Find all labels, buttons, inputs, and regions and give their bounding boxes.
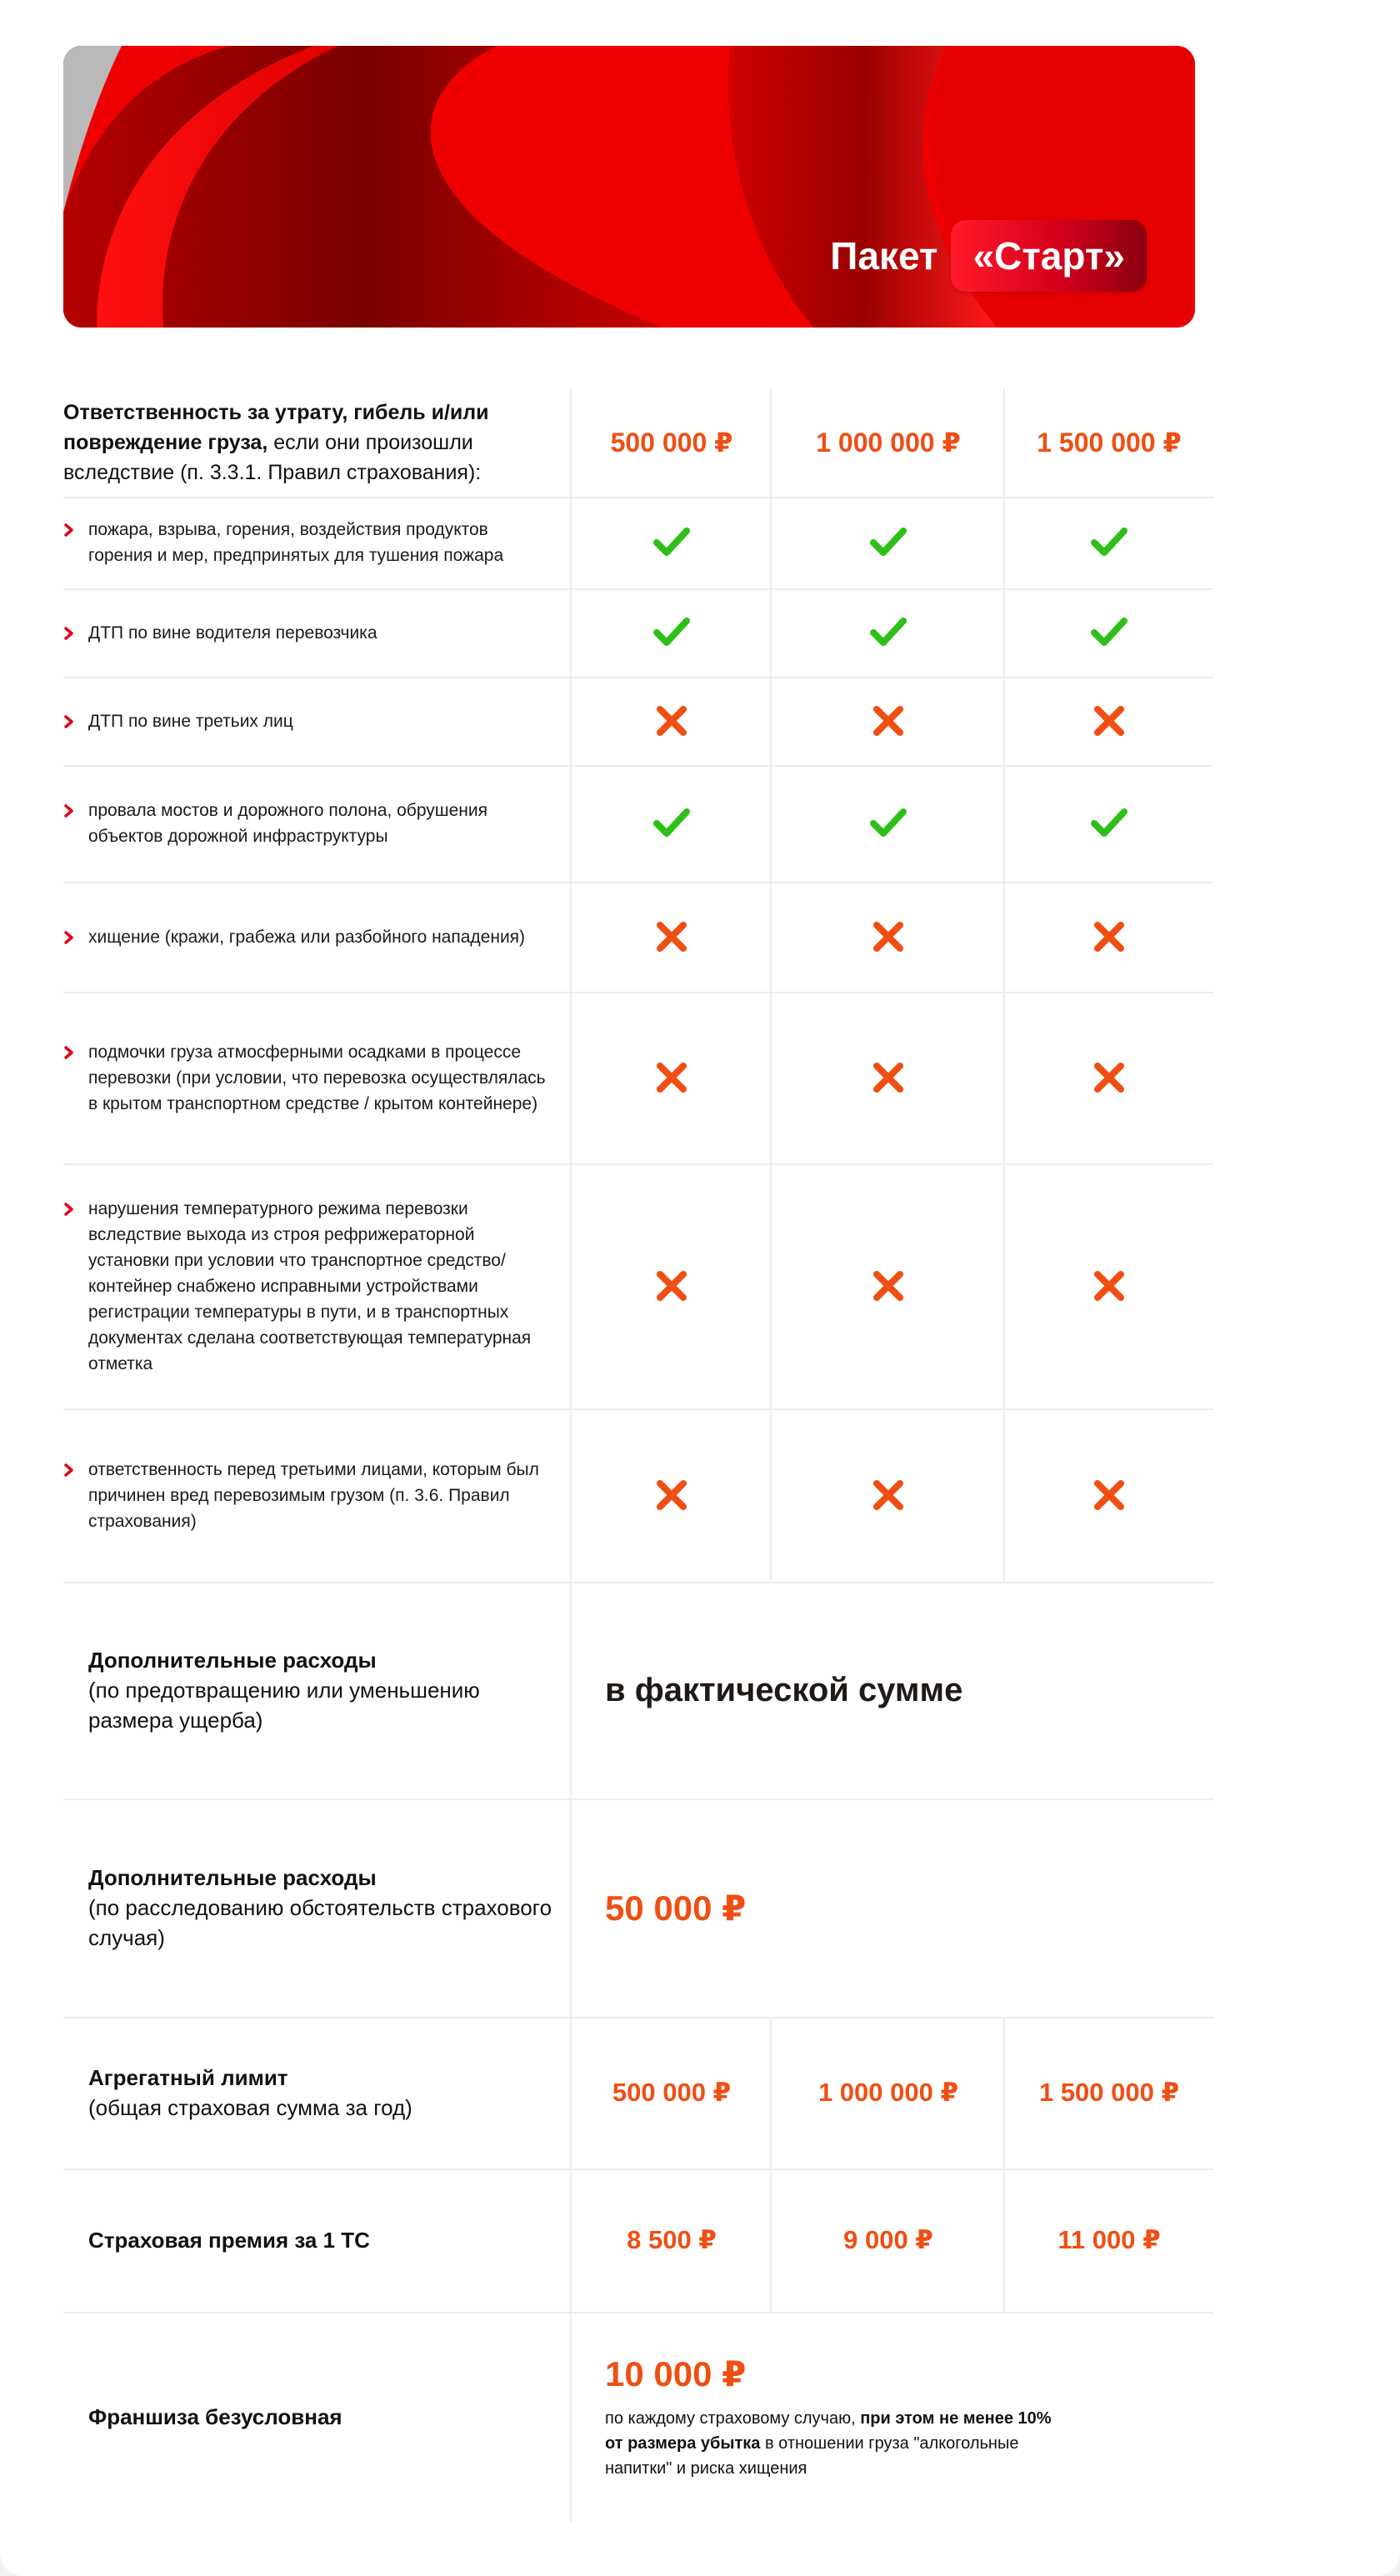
check-icon	[1089, 523, 1129, 563]
risk-row	[63, 1163, 1213, 1410]
aggregate-price-1	[572, 2017, 772, 2168]
extra-costs-prevention-row	[63, 1582, 1213, 1800]
chevron-right-icon	[63, 804, 75, 818]
header-title-bold: Ответственность за утрату, гибель и/или повреждение груза,	[63, 401, 489, 454]
premium-price-2	[772, 2168, 1005, 2312]
risk-label	[63, 677, 555, 765]
grid-line	[570, 388, 572, 2522]
risk-text: нарушения температурного режима перевозки вследствие выхода из строя рефрижераторной установки при условии что транспортное средство/контейнер снабжено исправными устройствами регистрации температуры в пути, и в транспортных документах сделана соответствующая температурная отметка	[88, 1198, 532, 1373]
risk-label	[63, 765, 555, 882]
price-value: 1 500 000 ₽	[1038, 2078, 1180, 2107]
risk-mark-cell	[1005, 765, 1213, 882]
cross-icon	[868, 1266, 908, 1306]
aggregate-title: Агрегатный лимит	[88, 2065, 288, 2090]
aggregate-limit-label	[88, 2017, 555, 2168]
risk-text: ответственность перед третьими лицами, которым был причинен вред перевозимым грузом (п. 3.6. Правил страхования)	[88, 1459, 539, 1531]
extra-costs-title: Дополнительные расходы	[88, 1865, 377, 1890]
risk-row	[63, 677, 1213, 767]
chevron-right-icon	[63, 1463, 75, 1477]
aggregate-limit-row	[63, 2017, 1213, 2170]
price-value: 9 000 ₽	[843, 2225, 933, 2254]
risk-label	[63, 882, 555, 992]
grid-line	[770, 2017, 772, 2312]
risk-label	[63, 1163, 555, 1408]
cross-icon	[1089, 1266, 1129, 1306]
premium-price-3	[1005, 2168, 1213, 2312]
aggregate-price-3	[1005, 2017, 1213, 2168]
franchise-amount: 10 000 ₽	[605, 2353, 747, 2393]
extra-costs-investigation-label	[88, 1798, 555, 2017]
hero-banner	[63, 46, 1195, 328]
check-icon	[652, 803, 692, 843]
risk-mark-cell	[772, 882, 1005, 992]
check-icon	[868, 613, 908, 653]
chevron-right-icon	[63, 931, 75, 944]
chevron-right-icon	[63, 523, 75, 537]
cross-icon	[1089, 1475, 1129, 1515]
risk-label	[63, 992, 555, 1163]
cross-icon	[652, 917, 692, 957]
extra-costs-subtitle: (по расследованию обстоятельств страхового случая)	[88, 1895, 552, 1950]
risk-mark-cell	[1005, 588, 1213, 677]
chevron-right-icon	[63, 715, 75, 728]
risk-mark-cell	[1005, 1163, 1213, 1408]
price-value: 500 000 ₽	[610, 428, 733, 458]
price-value: 1 500 000 ₽	[1037, 428, 1182, 458]
cross-icon	[1089, 917, 1129, 957]
risk-text: провала мостов и дорожного полона, обрушения объектов дорожной инфраструктуры	[88, 801, 488, 846]
risk-mark-cell	[572, 1163, 772, 1408]
hero-title-word: Пакет	[830, 234, 938, 278]
risk-mark-cell	[572, 588, 772, 677]
risk-mark-cell	[772, 765, 1005, 882]
risk-mark-cell	[1005, 1408, 1213, 1582]
grid-line	[1003, 388, 1005, 1582]
header-row	[63, 388, 1213, 498]
grid-line	[1003, 2017, 1005, 2312]
risk-mark-cell	[572, 1408, 772, 1582]
header-title	[63, 388, 555, 497]
check-icon	[868, 523, 908, 563]
risk-text: ДТП по вине водителя перевозчика	[88, 623, 378, 643]
premium-price-1	[572, 2168, 772, 2312]
risk-row	[63, 497, 1213, 590]
price-value: 1 000 000 ₽	[818, 2078, 959, 2107]
risk-label	[63, 1408, 555, 1582]
franchise-label	[88, 2312, 555, 2522]
risk-mark-cell	[772, 677, 1005, 765]
header-price-2	[772, 388, 1005, 497]
risk-mark-cell	[772, 1163, 1005, 1408]
cross-icon	[1089, 1058, 1129, 1098]
risk-mark-cell	[1005, 882, 1213, 992]
premium-label	[88, 2168, 555, 2312]
risk-row	[63, 882, 1213, 993]
cross-icon	[652, 1266, 692, 1306]
extra-costs-prevention-value	[605, 1582, 1188, 1798]
header-price-1	[572, 388, 772, 497]
risk-row	[63, 588, 1213, 678]
header-title-rest: если они произошли вследствие (п. 3.3.1. Правил страхования):	[63, 431, 482, 484]
check-icon	[652, 613, 692, 653]
franchise-title: Франшиза безусловная	[88, 2404, 342, 2429]
franchise-note-a: по каждому страховому случаю,	[605, 2408, 861, 2428]
hero-title	[830, 221, 1147, 291]
hero-title-pill: «Старт»	[951, 220, 1147, 292]
cross-icon	[652, 1058, 692, 1098]
extra-costs-investigation-row	[63, 1798, 1213, 2018]
extra-costs-prevention-label	[88, 1582, 555, 1798]
risk-label	[63, 497, 555, 588]
check-icon	[868, 803, 908, 843]
risk-mark-cell	[1005, 497, 1213, 588]
chevron-right-icon	[63, 627, 75, 640]
check-icon	[652, 523, 692, 563]
risk-mark-cell	[572, 882, 772, 992]
risk-text: хищение (кражи, грабежа или разбойного нападения)	[88, 927, 526, 947]
actual-sum-text: в фактической сумме	[605, 1671, 963, 1708]
price-value: 500 000 ₽	[612, 2078, 732, 2107]
risk-mark-cell	[772, 497, 1005, 588]
check-icon	[1089, 613, 1129, 653]
extra-costs-investigation-value	[605, 1798, 1188, 2017]
aggregate-subtitle: (общая страховая сумма за год)	[88, 2095, 412, 2120]
risk-mark-cell	[572, 497, 772, 588]
check-icon	[1089, 803, 1129, 843]
chevron-right-icon	[63, 1203, 75, 1216]
risk-mark-cell	[1005, 677, 1213, 765]
investigation-amount: 50 000 ₽	[605, 1888, 747, 1928]
cross-icon	[652, 1475, 692, 1515]
cross-icon	[868, 1058, 908, 1098]
risk-mark-cell	[772, 992, 1005, 1163]
grid-line	[770, 388, 772, 1582]
risk-row	[63, 992, 1213, 1165]
risk-text: подмочки груза атмосферными осадками в процессе перевозки (при условии, что перевозка осуществлялась в крытом транспортном средстве / крытом контейнере)	[88, 1042, 546, 1113]
franchise-note-c: в отношении груза "алкогольные напитки" и риска хищения	[605, 2433, 1019, 2478]
franchise-note-b: при этом не менее 10% от размера убытка	[605, 2408, 1052, 2453]
risk-mark-cell	[572, 765, 772, 882]
premium-title: Страховая премия за 1 ТС	[88, 2228, 370, 2253]
risk-mark-cell	[1005, 992, 1213, 1163]
franchise-value-cell	[605, 2312, 1072, 2522]
risk-label	[63, 588, 555, 677]
franchise-row	[63, 2312, 1213, 2522]
risk-mark-cell	[772, 588, 1005, 677]
price-value: 1 000 000 ₽	[816, 428, 961, 458]
chevron-right-icon	[63, 1046, 75, 1059]
price-value: 8 500 ₽	[627, 2225, 717, 2254]
risk-text: пожара, взрыва, горения, воздействия продуктов горения и мер, предпринятых для тушения пожара	[88, 520, 504, 565]
risk-text: ДТП по вине третьих лиц	[88, 711, 293, 731]
cross-icon	[868, 917, 908, 957]
extra-costs-title: Дополнительные расходы	[88, 1648, 377, 1673]
price-value: 11 000 ₽	[1058, 2225, 1161, 2254]
risk-mark-cell	[572, 992, 772, 1163]
risk-row	[63, 765, 1213, 883]
premium-row	[63, 2168, 1213, 2313]
aggregate-price-2	[772, 2017, 1005, 2168]
risk-mark-cell	[572, 677, 772, 765]
cross-icon	[1089, 701, 1129, 741]
cross-icon	[652, 701, 692, 741]
header-price-3	[1005, 388, 1213, 497]
risk-row	[63, 1408, 1213, 1583]
franchise-note	[605, 2406, 1072, 2481]
extra-costs-subtitle: (по предотвращению или уменьшению размера ущерба)	[88, 1678, 480, 1733]
risk-mark-cell	[772, 1408, 1005, 1582]
cross-icon	[868, 1475, 908, 1515]
cross-icon	[868, 701, 908, 741]
